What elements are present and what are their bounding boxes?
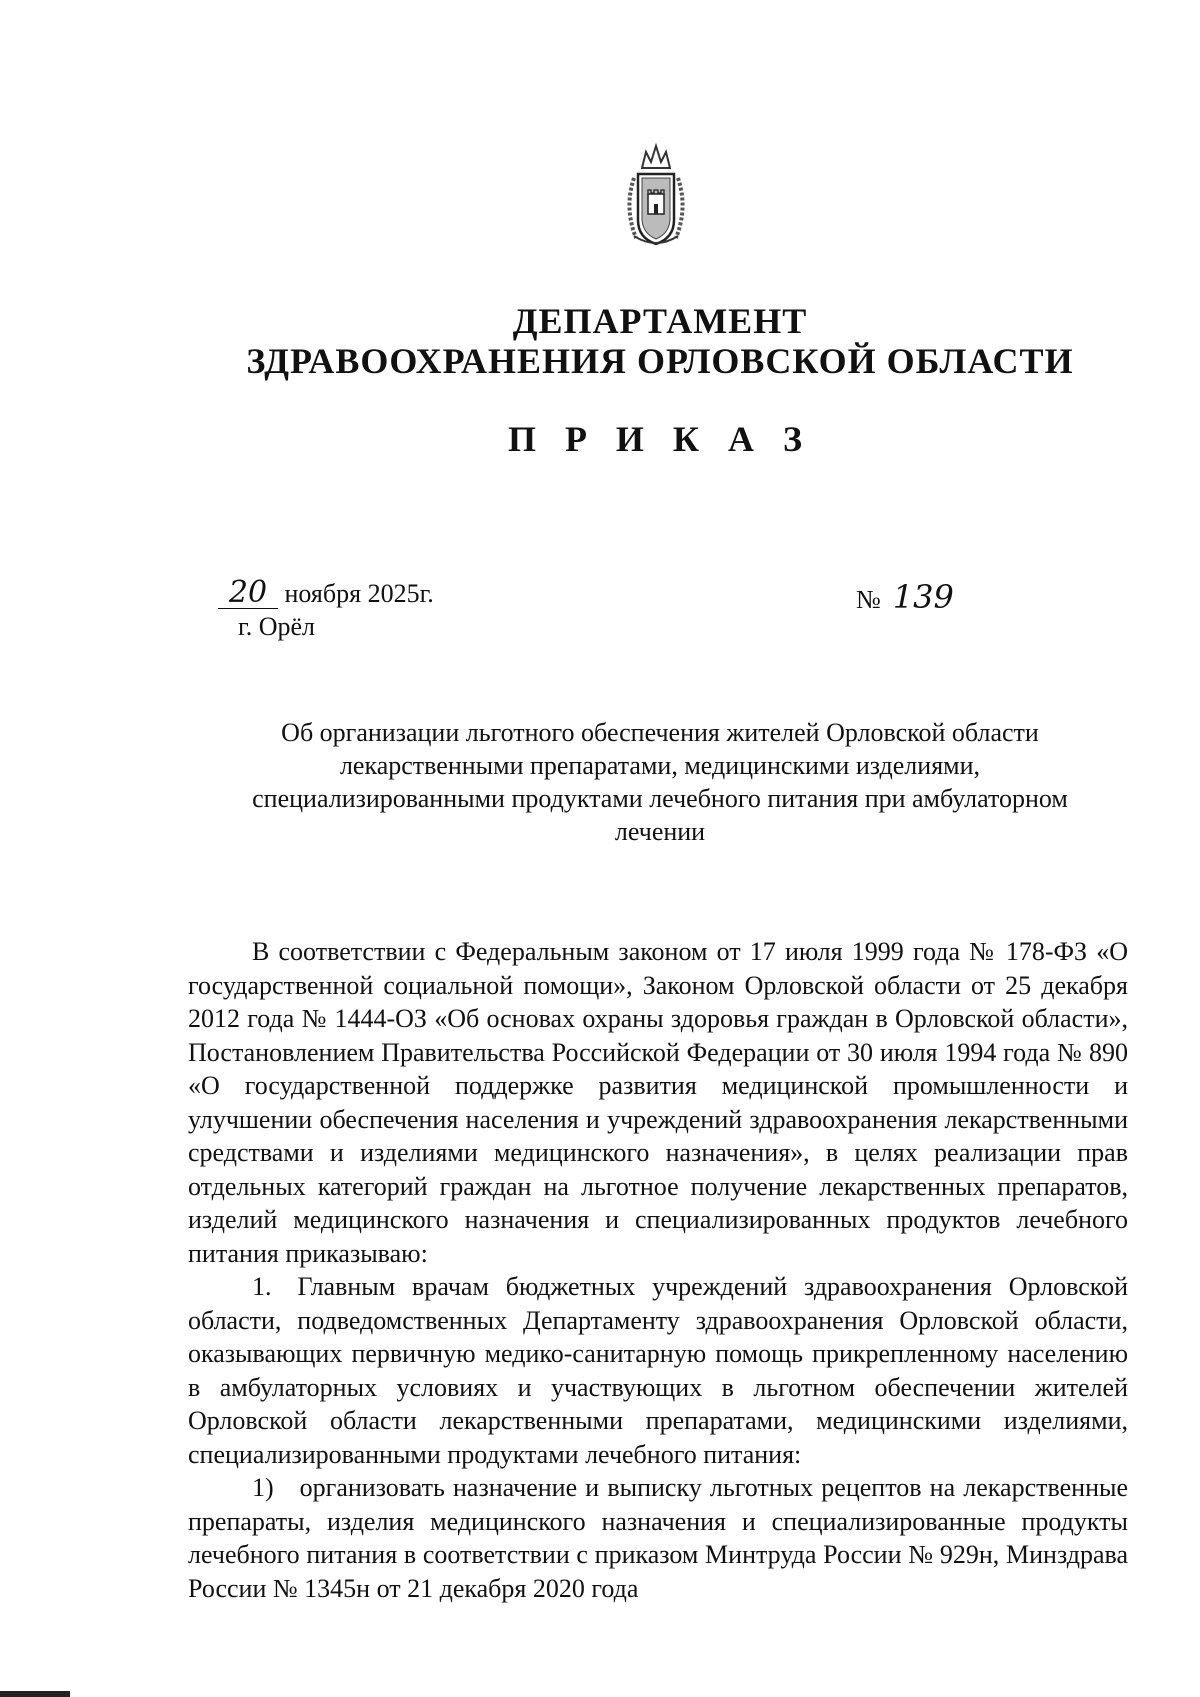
preamble-paragraph: В соответствии с Федеральным законом от 17 июля 1999 года № 178-ФЗ «О государственной социальной помощи», Законом Орловской области от 25 декабря 2012 года № 1444-ОЗ «Об основах охраны здоровья граждан в Орловской области», Постановлением Правительства Российской Федерации от 30 июля 1994 года № 890 «О государственной поддержке развития медицинской промышленности и улучшении обеспечения населения и учреждений здравоохранения лекарственными средствами и изделиями медицинского назначения», в целях реализации прав отдельных категорий граждан на льготное получение лекарственных препаратов, изделий медицинского назначения и специализированных продуктов лечебного питания приказываю: [188,937,1128,1268]
coat-of-arms-icon [620,138,692,250]
document-type-title: П Р И К А З [507,419,813,459]
subject-line: лечении [614,817,706,846]
department-title-line1: ДЕПАРТАМЕНТ [512,301,808,341]
order-body [188,935,1128,1605]
order-date-month-year: ноября 2025г. [284,579,434,608]
order-date [218,575,434,610]
order-number [856,578,954,616]
subject-line: Об организации льготного обеспечения жителей Орловской области [281,718,1039,747]
order-date-day: 20 [218,578,278,609]
order-number-label: № [856,585,881,614]
scan-edge-mark [0,1691,70,1697]
subject-line: лекарственными препаратами, медицинскими изделиями, [339,751,981,780]
order-item-1-1: 1) организовать назначение и выписку льготных рецептов на лекарственные препараты, изделия медицинского назначения и специализированные продукты лечебного питания в соответствии с приказом Минтруда России № 929н, Минздрава России № 1345н от 21 декабря 2020 года [188,1473,1128,1603]
order-item-1: 1. Главным врачам бюджетных учреждений здравоохранения Орловской области, подведомственных Департаменту здравоохранения Орловской области, оказывающих первичную медико-санитарную помощь прикрепленному населению в амбулаторных условиях и участвующих в льготном обеспечении жителей Орловской области лекарственными препаратами, медицинскими изделиями, специализированными продуктами лечебного питания: [188,1272,1128,1469]
order-subject [190,716,1130,848]
department-title-line2: ЗДРАВООХРАНЕНИЯ ОРЛОВСКОЙ ОБЛАСТИ [246,341,1074,381]
order-number-value: 139 [892,578,954,616]
subject-line: специализированными продуктами лечебного питания при амбулаторном [252,784,1068,813]
order-city: г. Орёл [238,612,316,641]
